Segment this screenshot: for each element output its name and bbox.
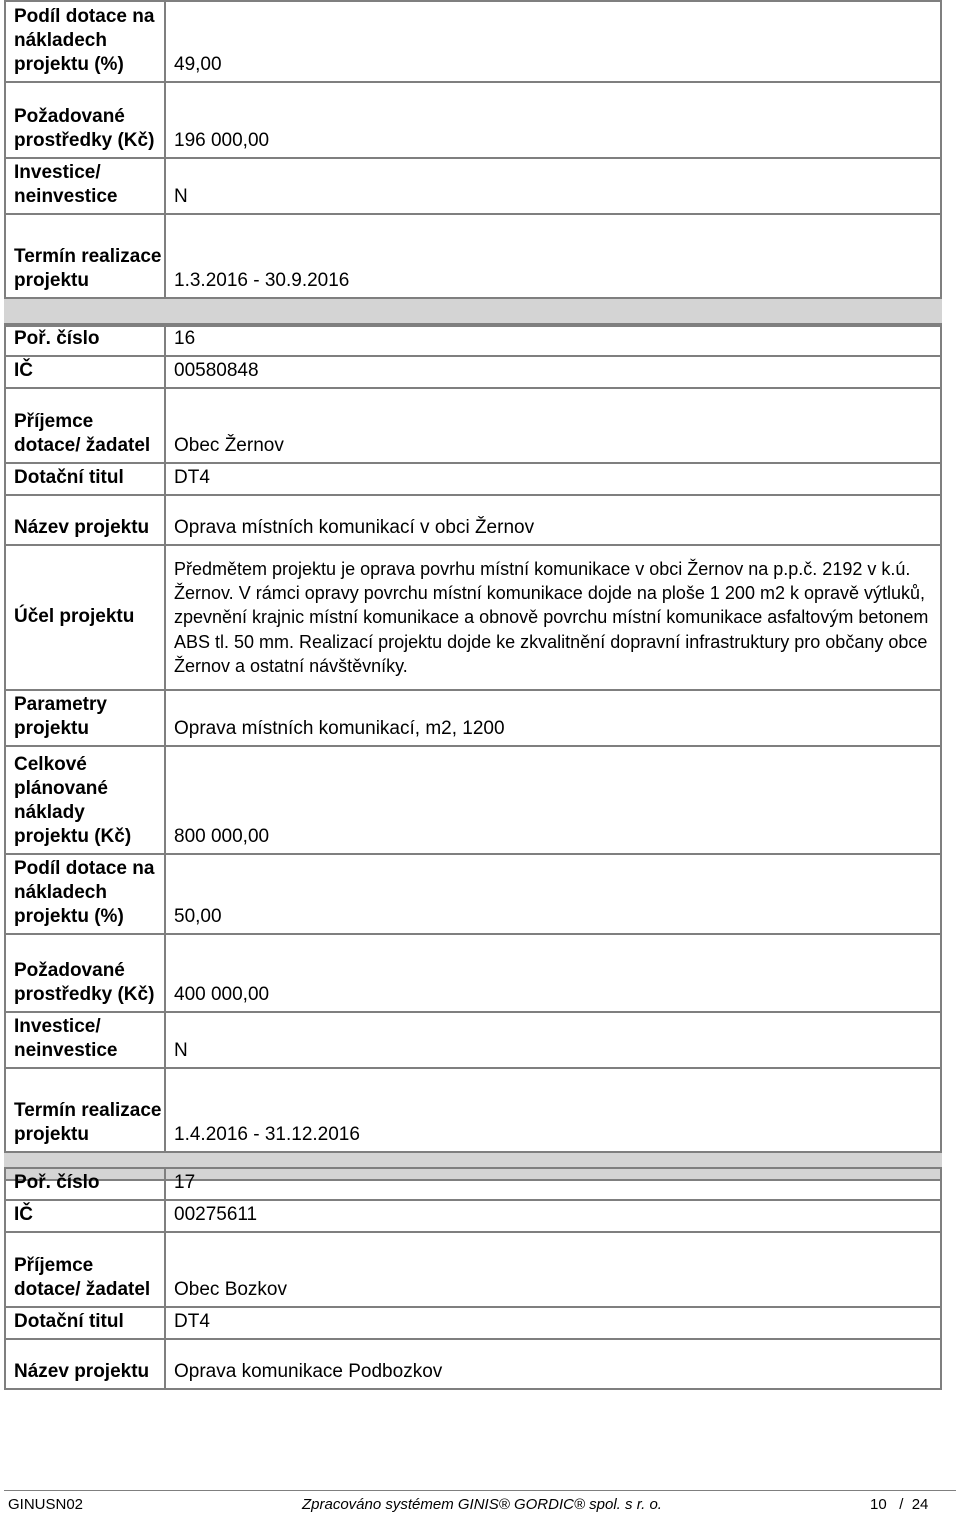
row-total-costs [5,746,941,854]
value-recipient: Obec Bozkov [165,1232,941,1307]
current-page: 10 [870,1496,887,1513]
label-name: Název projektu [5,495,165,545]
label-requested: Požadované prostředky (Kč) [5,82,165,158]
value-name: Oprava místních komunikací v obci Žernov [165,495,941,545]
project-16-table [4,323,942,1181]
value-ic: 00580848 [165,356,941,388]
project-17-table [4,1167,942,1390]
label-ic: IČ [5,356,165,388]
label-term: Termín realizace projektu [5,214,165,298]
row-params [5,690,941,746]
label-title: Dotační titul [5,1307,165,1339]
label-investment: Investice/ neinvestice [5,1012,165,1068]
row-term [5,1068,941,1152]
label-recipient: Příjemce dotace/ žadatel [5,1232,165,1307]
total-pages: 24 [911,1496,929,1513]
label-title: Dotační titul [5,463,165,495]
row-order [5,1168,941,1200]
row-ic [5,356,941,388]
row-share [5,854,941,934]
value-investment: N [165,1012,941,1068]
label-term: Termín realizace projektu [5,1068,165,1152]
row-name [5,495,941,545]
row-title [5,463,941,495]
value-purpose: Předmětem projektu je oprava povrhu místní komunikace v obci Žernov na p.p.č. 2192 v k.ú. Žernov. V rámci opravy povrchu místní komunikace dojde na ploše 1 200 m2 k opravě výtluků, zpevnění krajnic místní komunikace a obnově povrchu místní komunikace asfaltovým betonem ABS tl. 50 mm. Realizací projektu dojde ke zkvalitnění dopravní infrastruktury pro občany obce Žernov a ostatní návštěvníky. [165,545,941,690]
label-total-costs: Celkové plánované náklady projektu (Kč) [5,746,165,854]
row-requested [5,82,941,158]
document-code: GINUSN02 [8,1496,84,1513]
value-term: 1.3.2016 - 30.9.2016 [165,214,941,298]
value-order: 17 [165,1168,941,1200]
row-order [5,324,941,356]
label-share: Podíl dotace na nákladech projektu (%) [5,1,165,82]
value-title: DT4 [165,463,941,495]
page-footer [4,1490,956,1513]
label-ic: IČ [5,1200,165,1232]
page-separator: / [899,1496,904,1513]
row-share [5,1,941,82]
processed-by: Zpracováno systémem GINIS® GORDIC® spol. s r. o. [302,1496,662,1513]
label-purpose: Účel projektu [5,545,165,690]
label-params: Parametry projektu [5,690,165,746]
row-investment [5,158,941,214]
label-name: Název projektu [5,1339,165,1389]
value-params: Oprava místních komunikací, m2, 1200 [165,690,941,746]
row-investment [5,1012,941,1068]
project-15-table [4,0,942,327]
label-share: Podíl dotace na nákladech projektu (%) [5,854,165,934]
value-ic: 00275611 [165,1200,941,1232]
value-share: 50,00 [165,854,941,934]
row-ic [5,1200,941,1232]
label-requested: Požadované prostředky (Kč) [5,934,165,1012]
row-title [5,1307,941,1339]
value-title: DT4 [165,1307,941,1339]
label-investment: Investice/ neinvestice [5,158,165,214]
row-term [5,214,941,298]
value-requested: 400 000,00 [165,934,941,1012]
row-purpose [5,545,941,690]
row-name [5,1339,941,1389]
label-order: Poř. číslo [5,324,165,356]
label-order: Poř. číslo [5,1168,165,1200]
row-requested [5,934,941,1012]
value-recipient: Obec Žernov [165,388,941,463]
value-investment: N [165,158,941,214]
row-recipient [5,388,941,463]
value-term: 1.4.2016 - 31.12.2016 [165,1068,941,1152]
value-name: Oprava komunikace Podbozkov [165,1339,941,1389]
row-recipient [5,1232,941,1307]
label-recipient: Příjemce dotace/ žadatel [5,388,165,463]
value-order: 16 [165,324,941,356]
value-total-costs: 800 000,00 [165,746,941,854]
value-requested: 196 000,00 [165,82,941,158]
value-share: 49,00 [165,1,941,82]
separator-row [5,298,941,326]
